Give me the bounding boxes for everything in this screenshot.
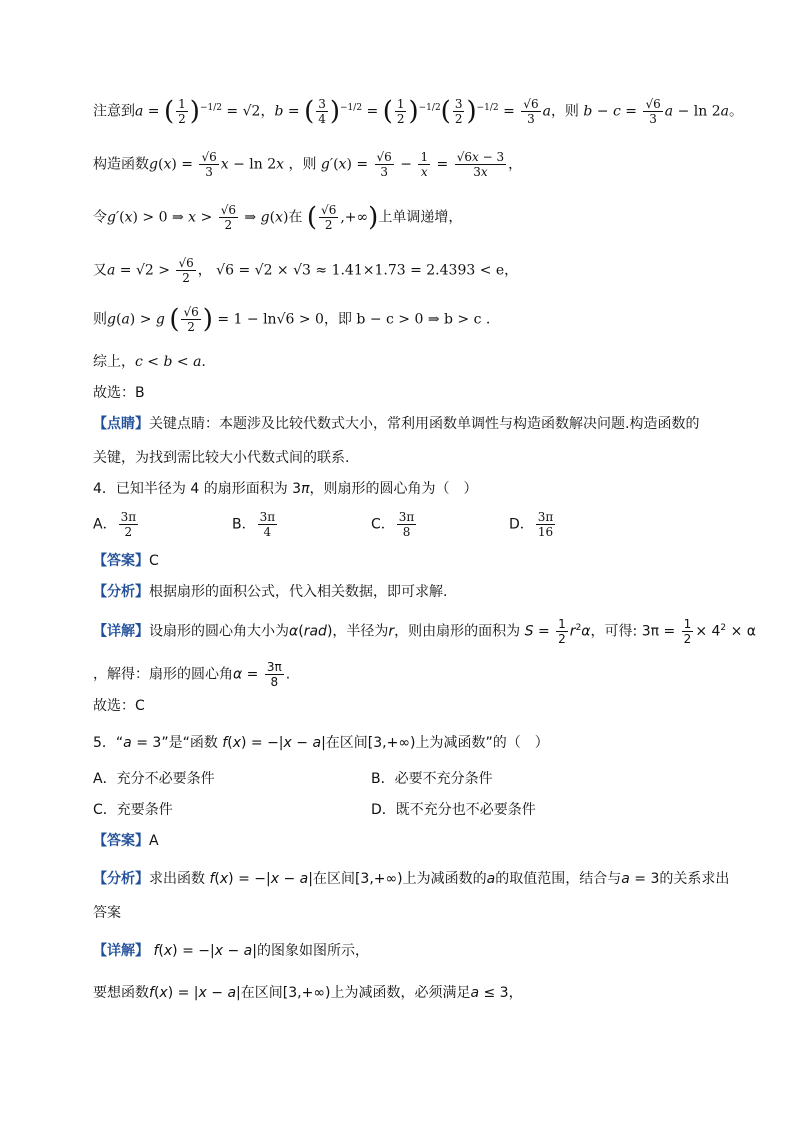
q5-option-a[interactable]: A．充分不必要条件 [93, 771, 215, 787]
q4-option-c[interactable]: C． $\frac{3\pi}{8}$ [371, 510, 415, 539]
q4-stem: 4．已知半径为 4 的扇形面积为 3π，则扇形的圆心角为（ ） [93, 481, 478, 497]
q5-fenxi-line-2: 答案 [93, 905, 121, 921]
q4-xiangjie-line-2: ，解得：扇形的圆心角α = $\frac{3\pi}{8}$ . [93, 660, 291, 689]
derivation-line-5: 则g(a) > g ( $\frac{√6}{2}$ ) = 1 − ln√6 > 0，即 b − c > 0 ⇒ b > c . [93, 304, 491, 335]
q4-option-d[interactable]: D． $\frac{3\pi}{16}$ [509, 510, 554, 539]
q4-option-a[interactable]: A． $\frac{3\pi}{2}$ [93, 510, 137, 539]
derivation-line-3: 令g′(x) > 0 ⇒ x > $\frac{√6}{2}$ ⇒ g(x)在 ( $\frac{√6}{2}$ ,+∞)上单调递增， [93, 202, 463, 233]
xiangjie-tag: 【详解】 [93, 623, 149, 640]
choice-line-3: 故选：B [93, 385, 145, 401]
q5-last-line: 要想函数f(x) = |x − a|在区间[3,+∞)上为减函数，必须满足a ≤ 3， [93, 985, 523, 1001]
derivation-line-1: 注意到a = ( $\frac{1}{2}$ )$^{-1/2}$ = √2，b = ( $\frac{3}{4}$ )$^{-1/2}$ = ( $\frac{1}{2}$ )$^{-1/2}$( $\frac{3}{2}$ )$^{-1/2}$ = $\frac{√6}{3}$ a，则 b − c = $\frac{√6}{3}$ a − ln 2a。 [93, 96, 743, 127]
fenxi-tag: 【分析】 [93, 584, 149, 600]
q5-stem: 5．“a = 3”是“函数 f(x) = −|x − a|在区间[3,+∞)上为减函数”的（ ） [93, 735, 549, 751]
derivation-line-2: 构造函数g(x) = $\frac{√6}{3}$ x − ln 2x ，则 g′(x) = $\frac{√6}{3}$ − $\frac{1}{x}$ = $\frac{√6x - 3}{3x}$ ， [93, 150, 523, 179]
q5-fenxi-line-1: 【分析】求出函数 f(x) = −|x − a|在区间[3,+∞)上为减函数的a的取值范围，结合与a = 3的关系求出 [93, 871, 730, 887]
q4-answer-line: 【答案】C [93, 553, 159, 569]
xiangjie-tag-2: 【详解】 [93, 943, 149, 959]
conclusion-line: 综上，c < b < a. [93, 354, 206, 370]
q5-option-c[interactable]: C．充要条件 [93, 802, 173, 818]
q4-options [93, 510, 734, 544]
choice-line-4: 故选：C [93, 698, 145, 714]
q5-xiangjie-line: 【详解】 f(x) = −|x − a|的图象如图所示， [93, 943, 369, 959]
dianjing-line-2: 关键，为找到需比较大小代数式间的联系. [93, 450, 350, 466]
q5-answer-line: 【答案】A [93, 833, 159, 849]
q4-xiangjie-line-1: 【详解】设扇形的圆心角大小为α(rad)，半径为r，则由扇形的面积为 S = $\frac{1}{2}$ $r^2\alpha$，可得: 3π = $\frac{1}{2}$ × $4^2 \times \alpha$ [93, 617, 756, 646]
answer-tag: 【答案】 [93, 553, 149, 569]
q4-fenxi-line: 【分析】根据扇形的面积公式，代入相关数据，即可求解. [93, 584, 448, 600]
q5-option-d[interactable]: D．既不充分也不必要条件 [371, 802, 536, 818]
q5-option-b[interactable]: B．必要不充分条件 [371, 771, 493, 787]
q4-option-b[interactable]: B． $\frac{3\pi}{4}$ [232, 510, 276, 539]
dianjing-tag: 【点睛】 [93, 416, 149, 432]
dianjing-line-1: 【点睛】关键点睛：本题涉及比较代数式大小，常利用函数单调性与构造函数解决问题.构造函数的 [93, 416, 700, 432]
fenxi-tag-2: 【分析】 [93, 871, 149, 887]
answer-tag-2: 【答案】 [93, 833, 149, 849]
derivation-line-4: 又a = √2 > $\frac{√6}{2}$ ， √6 = √2 × √3 ≈ 1.41×1.73 = 2.4393 < e， [93, 256, 519, 285]
